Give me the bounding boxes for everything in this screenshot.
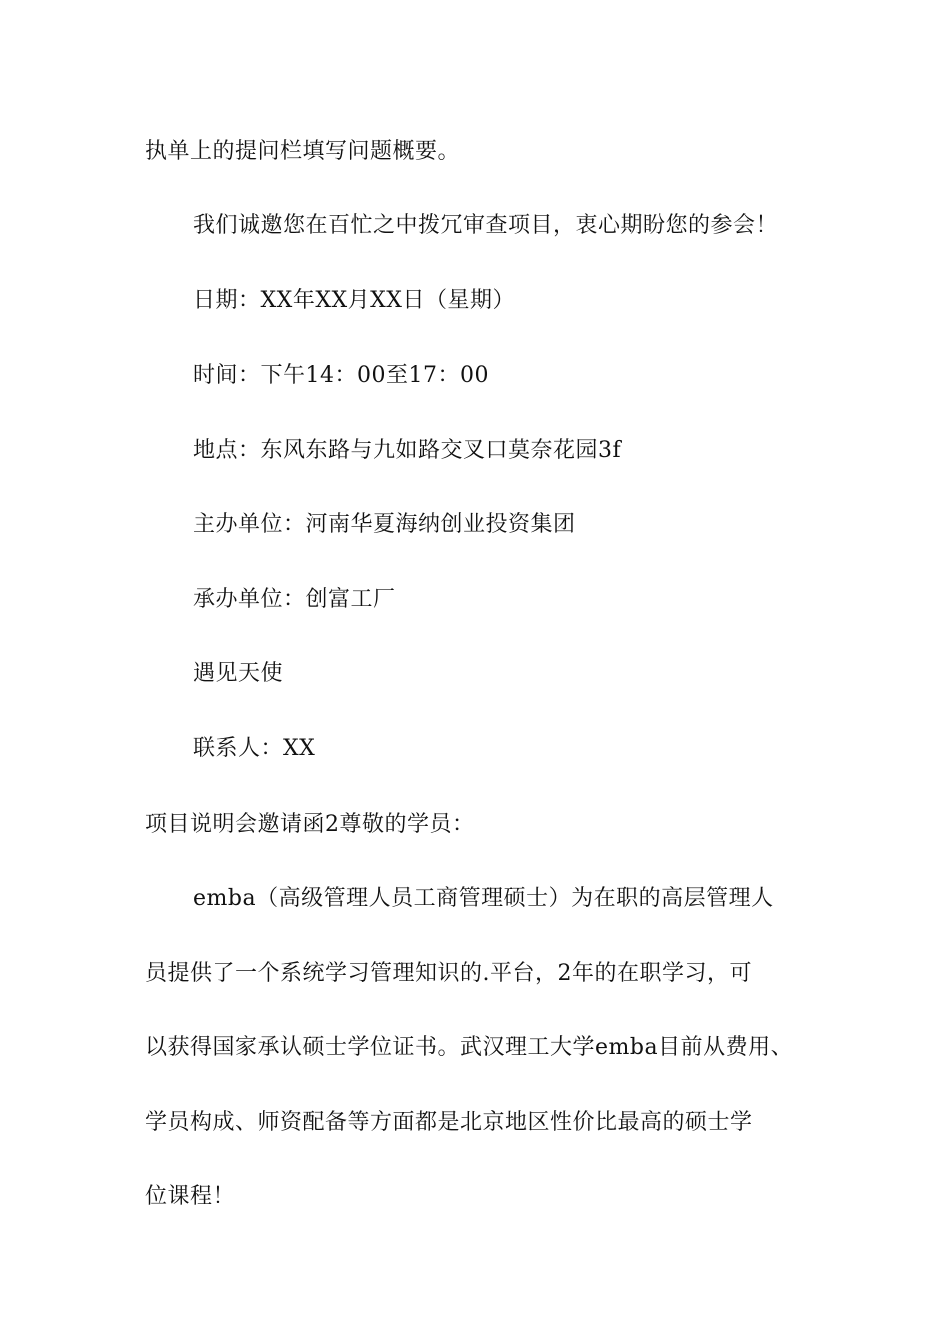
event-co-organizer-extra: 遇见天使	[193, 661, 284, 686]
paragraph-line-emba-4: 学员构成、师资配备等方面都是北京地区性价比最高的硕士学	[145, 1110, 753, 1135]
event-organizer: 主办单位：河南华夏海纳创业投资集团	[193, 512, 576, 537]
section-heading-invitation-2: 项目说明会邀请函2尊敬的学员：	[145, 812, 475, 837]
event-date: 日期：XX年XX月XX日（星期）	[193, 288, 515, 313]
paragraph-line-emba-3: 以获得国家承认硕士学位证书。武汉理工大学emba目前从费用、	[145, 1035, 794, 1060]
paragraph-line-question-note: 执单上的提问栏填写问题概要。	[145, 139, 461, 164]
event-co-organizer: 承办单位：创富工厂	[193, 587, 396, 612]
event-contact: 联系人：XX	[193, 736, 316, 761]
paragraph-line-emba-5: 位课程！	[145, 1184, 236, 1209]
event-time: 时间：下午14：00至17：00	[193, 363, 489, 388]
paragraph-line-emba-2: 员提供了一个系统学习管理知识的.平台，2年的在职学习，可	[145, 961, 752, 986]
paragraph-line-invitation: 我们诚邀您在百忙之中拨冗审查项目，衷心期盼您的参会！	[193, 213, 779, 238]
event-location: 地点：东风东路与九如路交叉口莫奈花园3f	[193, 438, 622, 463]
paragraph-line-emba-1: emba（高级管理人员工商管理硕士）为在职的高层管理人	[193, 886, 774, 911]
